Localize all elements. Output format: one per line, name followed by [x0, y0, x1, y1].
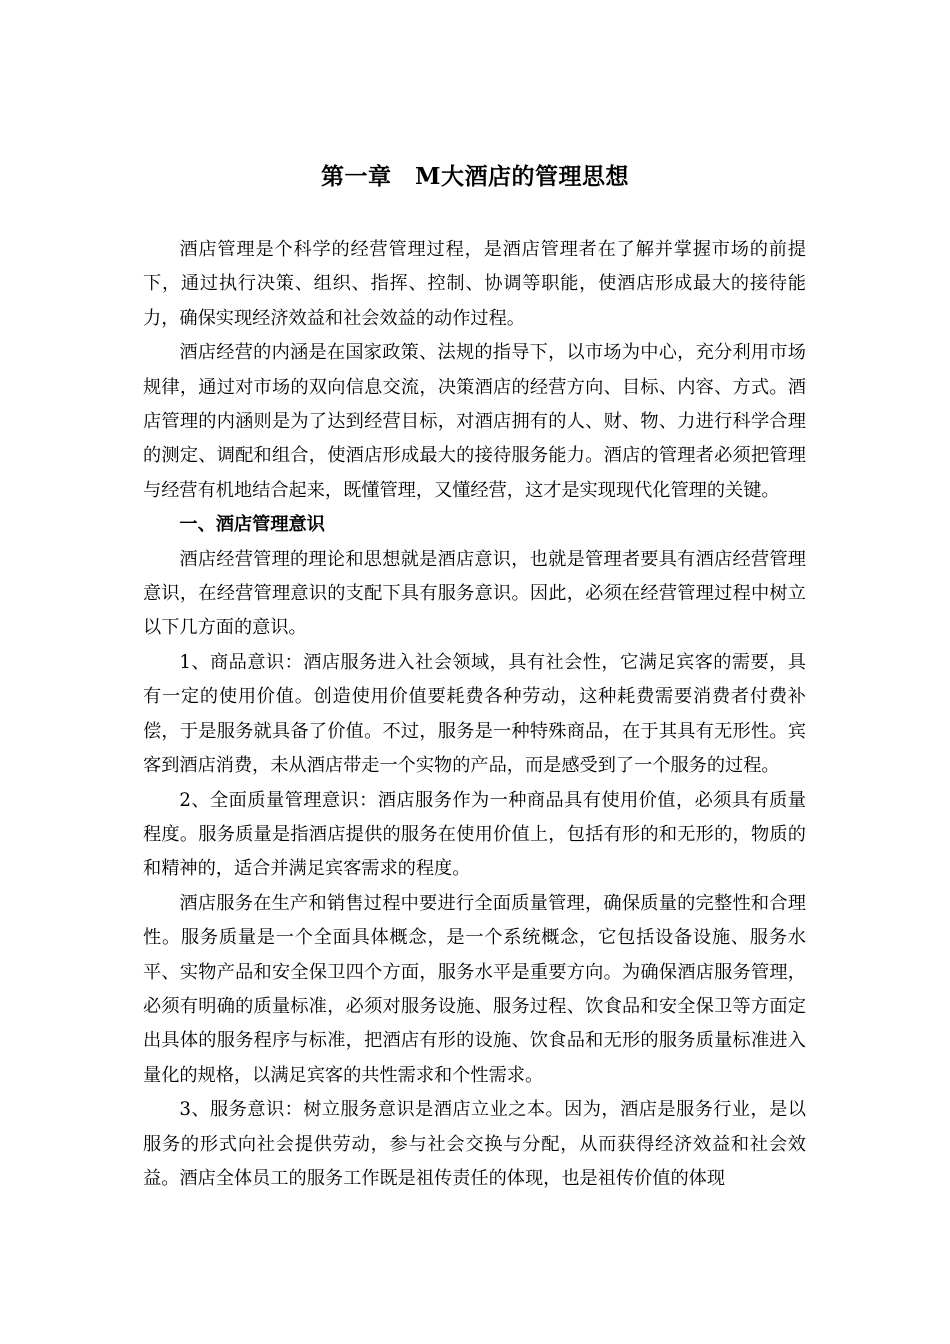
- paragraph-commodity-awareness: 1、商品意识：酒店服务进入社会领域，具有社会性，它满足宾客的需要，具有一定的使用价值。创造使用价值要耗费各种劳动，这种耗费需要消费者付费补偿，于是服务就具备了价值。不过，服务是一种特殊商品，在于其具有无形性。宾客到酒店消费，未从酒店带走一个实物的产品，而是感受到了一个服务的过程。: [143, 651, 806, 777]
- paragraph-quality-management: 酒店服务在生产和销售过程中要进行全面质量管理，确保质量的完整性和合理性。服务质量是一个全面具体概念，是一个系统概念，它包括设备设施、服务水平、实物产品和安全保卫四个方面，服务水平是重要方向。为确保酒店服务管理，必须有明确的质量标准，必须对服务设施、服务过程、饮食品和安全保卫等方面定出具体的服务程序与标准，把酒店有形的设施、饮食品和无形的服务质量标准进入量化的规格，以满足宾客的共性需求和个性需求。: [143, 892, 806, 1086]
- chapter-title: 第一章 M大酒店的管理思想: [321, 163, 629, 190]
- document-body: [143, 233, 806, 1196]
- paragraph-section-1: 酒店经营管理的理论和思想就是酒店意识，也就是管理者要具有酒店经营管理意识，在经营管理意识的支配下具有服务意识。因此，必须在经营管理过程中树立以下几方面的意识。: [143, 548, 806, 639]
- paragraph-intro-1: 酒店管理是个科学的经营管理过程，是酒店管理者在了解并掌握市场的前提下，通过执行决策、组织、指挥、控制、协调等职能，使酒店形成最大的接待能力，确保实现经济效益和社会效益的动作过程。: [143, 239, 806, 329]
- paragraph-service-awareness: 3、服务意识：树立服务意识是酒店立业之本。因为，酒店是服务行业，是以服务的形式向社会提供劳动，参与社会交换与分配，从而获得经济效益和社会效益。酒店全体员工的服务工作既是祖传责任的体现，也是祖传价值的体现: [143, 1099, 806, 1189]
- paragraph-quality-awareness: 2、全面质量管理意识：酒店服务作为一种商品具有使用价值，必须具有质量程度。服务质量是指酒店提供的服务在使用价值上，包括有形的和无形的，物质的和精神的，适合并满足宾客需求的程度。: [143, 789, 806, 880]
- paragraph-intro-2: 酒店经营的内涵是在国家政策、法规的指导下，以市场为中心，充分利用市场规律，通过对市场的双向信息交流，决策酒店的经营方向、目标、内容、方式。酒店管理的内涵则是为了达到经营目标，对酒店拥有的人、财、物、力进行科学合理的测定、调配和组合，使酒店形成最大的接待服务能力。酒店的管理者必须把管理与经营有机地结合起来，既懂管理，又懂经营，这才是实现现代化管理的关键。: [143, 342, 806, 501]
- section-heading: 一、酒店管理意识: [179, 514, 325, 536]
